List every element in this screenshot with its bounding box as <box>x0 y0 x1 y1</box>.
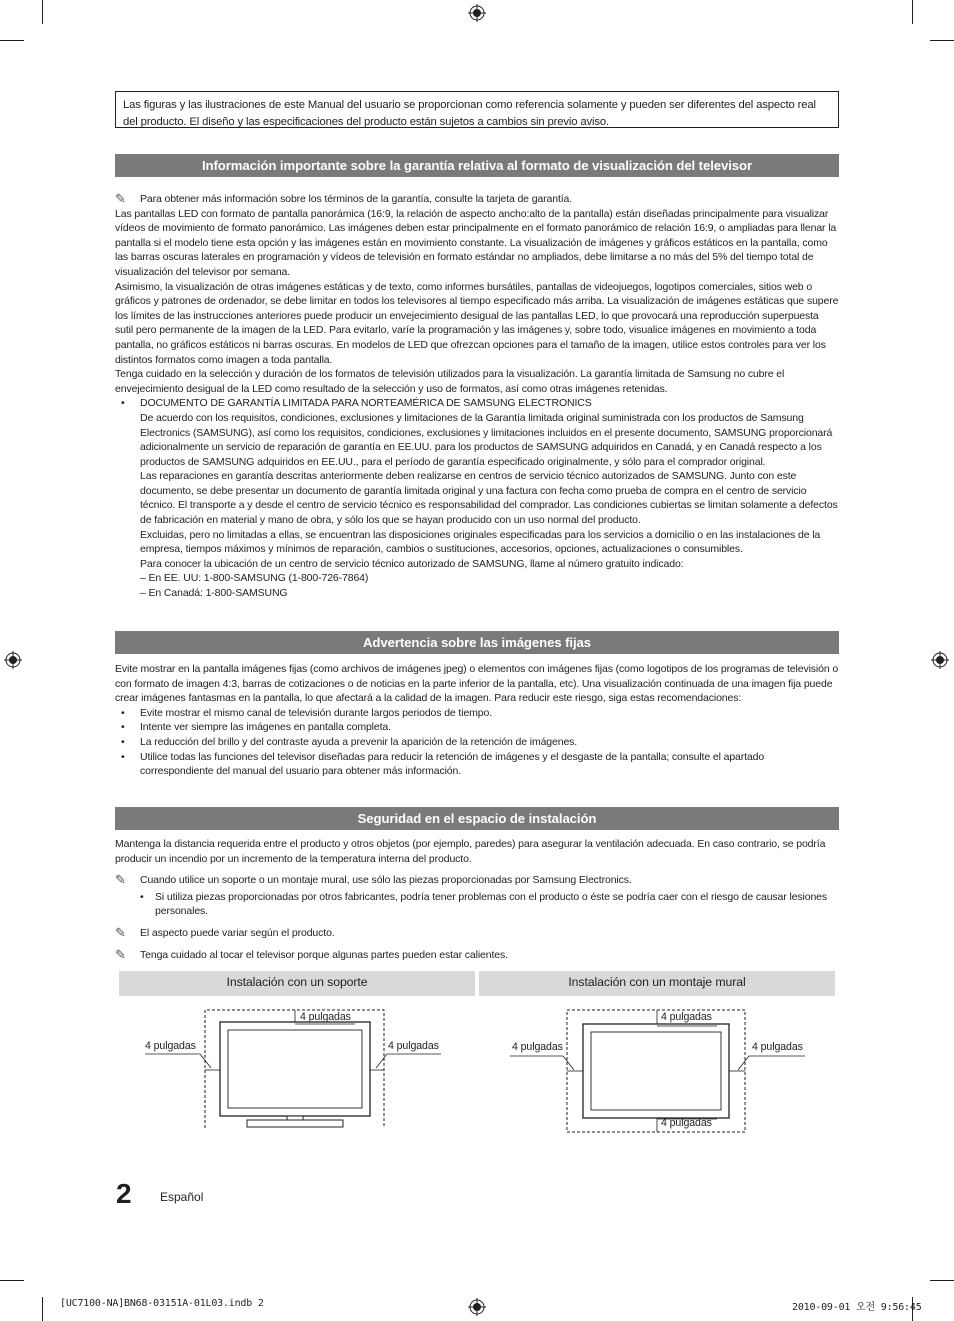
print-slug-timestamp: 2010-09-01 오전 9:56:45 <box>792 1302 922 1313</box>
crop-mark <box>930 40 954 41</box>
installation-note: ✎ Tenga cuidado al tocar el televisor porque algunas partes pueden estar calientes. <box>115 946 508 962</box>
warranty-section-title: Información importante sobre la garantía relativa al formato de visualización del televisor <box>115 154 839 177</box>
canada-phone-number: – En Canadá: 1-800-SAMSUNG <box>140 587 288 600</box>
registration-mark-icon <box>468 4 486 22</box>
bullet-icon: • <box>121 735 125 748</box>
warranty-bullet-text: Las reparaciones en garantía descritas anteriormente deben realizarse en centros de servicio técnico autorizados de SAMSUNG. Junto con este documento, se debe presentar un documento de garantía limitada original y una factura con fecha como prueba de compra en el centro de servicio técnico. El transporte a y desde el centro de servicio técnico es responsabilidad del comprador. Las condiciones cubiertas se limitan solamente a defectos de fabricación en material y mano de obra, y sólo los que se hayan producido con un uso normal del producto. <box>140 470 838 527</box>
warranty-paragraph: Las pantallas LED con formato de pantalla panorámica (16:9, la relación de aspecto ancho:alto de la pantalla) están diseñadas principalmente para visualizar vídeos de movimiento de formato panorámico. Las imágenes deben estar principalmente en el formato panorámico de relación 16:9, o ampliadas para llenar la pantalla si el modelo tiene esta opción y las imágenes están en movimiento constante. La visualización de imágenes y gráficos estáticos en la pantalla, como las barras oscuras laterales en programación y vídeos de televisión en formato estándar no ampliados, debe limitarse a no más del 5% del tiempo total de visualización del televisor por semana. <box>115 207 837 278</box>
installation-sub-bullet: • Si utiliza piezas proporcionadas por otros fabricantes, podría tener problemas con el producto o éste se podría caer con el riesgo de causar lesiones personales. <box>140 890 828 918</box>
crop-mark <box>0 1280 24 1281</box>
stand-top-clearance-label: 4 pulgadas <box>300 1011 351 1023</box>
crop-mark <box>42 0 43 24</box>
note-pencil-icon: ✎ <box>115 872 126 888</box>
bullet-icon: • <box>121 750 125 763</box>
warranty-section-body <box>115 192 839 601</box>
stand-installation-title: Instalación con un soporte <box>119 971 475 996</box>
wall-bottom-clearance-label: 4 pulgadas <box>661 1117 712 1129</box>
wall-top-clearance-label: 4 pulgadas <box>661 1011 712 1023</box>
stand-right-clearance-label: 4 pulgadas <box>388 1040 439 1052</box>
note-pencil-icon: ✎ <box>115 924 126 940</box>
warranty-bullet-text: Para conocer la ubicación de un centro de servicio técnico autorizado de SAMSUNG, llame al número gratuito indicado: <box>140 557 684 570</box>
bullet-icon: • <box>140 890 144 903</box>
stand-installation-diagram <box>119 1000 475 1140</box>
note-pencil-icon: ✎ <box>115 191 126 206</box>
still-image-section-title: Advertencia sobre las imágenes fijas <box>115 631 839 654</box>
registration-mark-icon <box>931 651 949 669</box>
list-item: • Intente ver siempre las imágenes en pantalla completa. <box>121 721 391 734</box>
wall-mount-installation-diagram <box>479 1000 835 1140</box>
note-pencil-icon: ✎ <box>115 946 126 962</box>
wall-left-clearance-label: 4 pulgadas <box>512 1041 563 1053</box>
bullet-icon: • <box>121 721 125 734</box>
installation-section-body <box>115 837 839 962</box>
wall-right-clearance-label: 4 pulgadas <box>752 1041 803 1053</box>
disclaimer-box: Las figuras y las ilustraciones de este Manual del usuario se proporcionan como referencia solamente y pueden ser diferentes del aspecto real del producto. El diseño y las especificaciones del producto están sujetos a cambios sin previo aviso. <box>115 91 839 128</box>
still-image-section-body <box>115 662 839 779</box>
registration-mark-icon <box>468 1298 486 1316</box>
bullet-icon: • <box>121 706 125 719</box>
warranty-paragraph: Tenga cuidado en la selección y duración de los formatos de televisión utilizados para la visualización. La garantía limitada de Samsung no cubre el envejecimiento desigual de la LED como resultado de la selección y uso de formatos, así como otras imágenes retenidas. <box>115 368 785 395</box>
list-item: • Evite mostrar el mismo canal de televisión durante largos periodos de tiempo. <box>121 706 493 719</box>
wall-mount-installation-title: Instalación con un montaje mural <box>479 971 835 996</box>
list-item: • La reducción del brillo y del contraste ayuda a prevenir la aparición de la retención de imágenes. <box>121 735 578 748</box>
stand-left-clearance-label: 4 pulgadas <box>145 1040 196 1052</box>
bullet-icon: • <box>121 397 125 410</box>
crop-mark <box>0 40 24 41</box>
installation-note: ✎ El aspecto puede variar según el producto. <box>115 924 335 940</box>
installation-note: ✎ Cuando utilice un soporte o un montaje mural, use sólo las piezas proporcionadas por Samsung Electronics. <box>115 872 632 888</box>
installation-intro: Mantenga la distancia requerida entre el producto y otros objetos (por ejemplo, paredes) para asegurar la ventilación adecuada. En caso contrario, se podría producir un incendio por un incremento de la temperatura interna del producto. <box>115 838 826 865</box>
still-image-intro: Evite mostrar en la pantalla imágenes fijas (como archivos de imágenes jpeg) o elementos con imágenes fijas (como logotipos de los programas de televisión o con formato de imagen 4:3, barras de cotizaciones o de noticias en la parte inferior de la pantalla, etc). Una visualización continuada de una imagen fija puede crear imágenes fantasmas en la pantalla, lo que afectará a la calidad de la imagen. Para reducir este riesgo, siga estas recomendaciones: <box>115 663 839 705</box>
list-item: • Utilice todas las funciones del televisor diseñadas para reducir la retención de imágenes y el desgaste de la pantalla; consulte el apartado correspondiente del manual del usuario para obtener más información. <box>121 750 765 778</box>
warranty-note: ✎ Para obtener más información sobre los términos de la garantía, consulte la tarjeta de garantía. <box>115 191 573 206</box>
warranty-bullet-text: De acuerdo con los requisitos, condiciones, exclusiones y limitaciones de la Garantía limitada original suministrada con los productos de Samsung Electronics (SAMSUNG), así como los requisitos, condiciones, exclusiones y limitaciones incluidos en el presente documento, SAMSUNG proporcionará adicionalmente un servicio de reparación de garantía en EE.UU. para los productos de SAMSUNG adquiridos en Canadá, y en Canadá respecto a los productos de SAMSUNG adquiridos en EE.UU., para el período de garantía especificado originalmente, y sólo para el comprador original. <box>140 411 833 468</box>
page-language: Español <box>160 1190 204 1204</box>
crop-mark <box>42 1297 43 1321</box>
warranty-bullet: • DOCUMENTO DE GARANTÍA LIMITADA PARA NORTEAMÉRICA DE SAMSUNG ELECTRONICS <box>121 397 592 410</box>
crop-mark <box>930 1280 954 1281</box>
us-phone-number: – En EE. UU: 1-800-SAMSUNG (1-800-726-7864) <box>140 572 369 585</box>
registration-mark-icon <box>4 651 22 669</box>
crop-mark <box>912 0 913 24</box>
warranty-paragraph: Asimismo, la visualización de otras imágenes estáticas y de texto, como informes bursátiles, pantallas de videojuegos, logotipos comerciales, sitios web o gráficos y patrones de ordenador, se debe limitar en todos los televisores al tiempo especificado más arriba. La visualización de imágenes estáticas que supere los límites de las instrucciones anteriores puede producir un envejecimiento desigual de las pantallas LED, lo que provocará una reproducción superpuesta sutil pero permanente de la imagen de la LED. Para evitarlo, varíe la programación y las imágenes y, sobre todo, visualice imágenes en movimiento a toda pantalla, no gráficos estáticos ni barras oscuras. En modelos de LED que ofrezcan opciones para el tamaño de la imagen, utilice estos controles para ver los distintos formatos como imagen a toda pantalla. <box>115 280 839 366</box>
installation-section-title: Seguridad en el espacio de instalación <box>115 807 839 830</box>
warranty-bullet-text: Excluidas, pero no limitadas a ellas, se encuentran las disposiciones originales especificadas para los servicios a domicilio o en las instalaciones de la empresa, tiempos máximos y mínimos de reparación, cambios o sustituciones, accesorios, opciones, actualizaciones o consumibles. <box>140 528 821 556</box>
print-slug-filename: [UC7100-NA]BN68-03151A-01L03.indb 2 <box>60 1298 264 1309</box>
page-number: 2 <box>116 1178 132 1209</box>
